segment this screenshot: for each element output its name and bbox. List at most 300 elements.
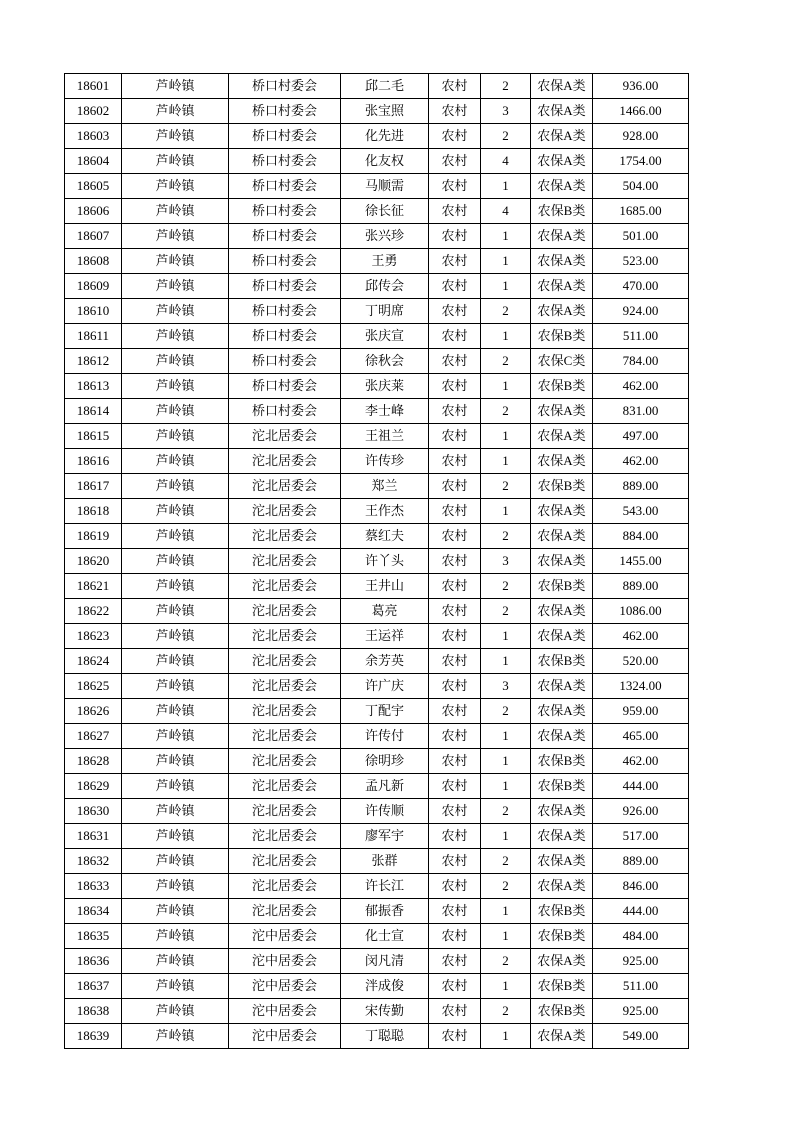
serial-number-cell: 18627	[65, 724, 122, 749]
table-row	[65, 374, 689, 399]
household-type-cell: 农村	[429, 324, 481, 349]
town-cell: 芦岭镇	[122, 149, 229, 174]
serial-number-cell: 18620	[65, 549, 122, 574]
household-type-cell: 农村	[429, 949, 481, 974]
town-cell: 芦岭镇	[122, 74, 229, 99]
table-row	[65, 324, 689, 349]
town-cell: 芦岭镇	[122, 749, 229, 774]
town-cell: 芦岭镇	[122, 624, 229, 649]
person-name-cell: 徐长征	[341, 199, 429, 224]
household-type-cell: 农村	[429, 374, 481, 399]
village-committee-cell: 桥口村委会	[229, 74, 341, 99]
village-committee-cell: 桥口村委会	[229, 349, 341, 374]
town-cell: 芦岭镇	[122, 849, 229, 874]
table-row	[65, 99, 689, 124]
table-row	[65, 524, 689, 549]
household-type-cell: 农村	[429, 399, 481, 424]
table-row	[65, 849, 689, 874]
village-committee-cell: 桥口村委会	[229, 324, 341, 349]
town-cell: 芦岭镇	[122, 649, 229, 674]
person-count-cell: 2	[481, 599, 531, 624]
village-committee-cell: 沱中居委会	[229, 1024, 341, 1049]
person-name-cell: 张宝照	[341, 99, 429, 124]
table-row	[65, 624, 689, 649]
village-committee-cell: 桥口村委会	[229, 199, 341, 224]
household-type-cell: 农村	[429, 149, 481, 174]
person-count-cell: 1	[481, 424, 531, 449]
insurance-category-cell: 农保A类	[531, 524, 593, 549]
amount-cell: 465.00	[593, 724, 689, 749]
table-row	[65, 824, 689, 849]
household-type-cell: 农村	[429, 349, 481, 374]
amount-cell: 1754.00	[593, 149, 689, 174]
insurance-category-cell: 农保A类	[531, 549, 593, 574]
serial-number-cell: 18634	[65, 899, 122, 924]
table-row	[65, 299, 689, 324]
town-cell: 芦岭镇	[122, 724, 229, 749]
village-committee-cell: 沱北居委会	[229, 499, 341, 524]
serial-number-cell: 18614	[65, 399, 122, 424]
town-cell: 芦岭镇	[122, 799, 229, 824]
insurance-category-cell: 农保A类	[531, 399, 593, 424]
person-count-cell: 1	[481, 824, 531, 849]
person-count-cell: 1	[481, 274, 531, 299]
table-row	[65, 549, 689, 574]
person-count-cell: 4	[481, 149, 531, 174]
table-row	[65, 174, 689, 199]
town-cell: 芦岭镇	[122, 324, 229, 349]
village-committee-cell: 沱北居委会	[229, 599, 341, 624]
table-row	[65, 124, 689, 149]
table-row	[65, 1024, 689, 1049]
table-row	[65, 224, 689, 249]
insurance-category-cell: 农保B类	[531, 999, 593, 1024]
person-name-cell: 邱二毛	[341, 74, 429, 99]
insurance-category-cell: 农保A类	[531, 224, 593, 249]
person-name-cell: 廖军宇	[341, 824, 429, 849]
person-count-cell: 2	[481, 349, 531, 374]
town-cell: 芦岭镇	[122, 549, 229, 574]
household-type-cell: 农村	[429, 974, 481, 999]
town-cell: 芦岭镇	[122, 299, 229, 324]
insurance-category-cell: 农保A类	[531, 824, 593, 849]
person-name-cell: 李士峰	[341, 399, 429, 424]
person-count-cell: 1	[481, 249, 531, 274]
village-committee-cell: 沱北居委会	[229, 474, 341, 499]
village-committee-cell: 桥口村委会	[229, 299, 341, 324]
table-row	[65, 674, 689, 699]
person-name-cell: 许丫头	[341, 549, 429, 574]
town-cell: 芦岭镇	[122, 374, 229, 399]
household-type-cell: 农村	[429, 599, 481, 624]
household-type-cell: 农村	[429, 649, 481, 674]
person-name-cell: 丁配宇	[341, 699, 429, 724]
amount-cell: 543.00	[593, 499, 689, 524]
village-committee-cell: 沱中居委会	[229, 974, 341, 999]
serial-number-cell: 18607	[65, 224, 122, 249]
person-name-cell: 王祖兰	[341, 424, 429, 449]
person-count-cell: 1	[481, 624, 531, 649]
person-count-cell: 1	[481, 1024, 531, 1049]
household-type-cell: 农村	[429, 574, 481, 599]
household-type-cell: 农村	[429, 624, 481, 649]
serial-number-cell: 18631	[65, 824, 122, 849]
town-cell: 芦岭镇	[122, 599, 229, 624]
serial-number-cell: 18608	[65, 249, 122, 274]
table-row	[65, 699, 689, 724]
person-count-cell: 1	[481, 724, 531, 749]
insurance-category-cell: 农保B类	[531, 749, 593, 774]
serial-number-cell: 18621	[65, 574, 122, 599]
village-committee-cell: 沱北居委会	[229, 449, 341, 474]
serial-number-cell: 18604	[65, 149, 122, 174]
household-type-cell: 农村	[429, 924, 481, 949]
town-cell: 芦岭镇	[122, 424, 229, 449]
household-type-cell: 农村	[429, 799, 481, 824]
town-cell: 芦岭镇	[122, 1024, 229, 1049]
amount-cell: 1685.00	[593, 199, 689, 224]
person-name-cell: 张群	[341, 849, 429, 874]
household-type-cell: 农村	[429, 449, 481, 474]
amount-cell: 497.00	[593, 424, 689, 449]
person-name-cell: 徐明珍	[341, 749, 429, 774]
person-count-cell: 4	[481, 199, 531, 224]
insurance-category-cell: 农保A类	[531, 174, 593, 199]
person-count-cell: 2	[481, 124, 531, 149]
household-type-cell: 农村	[429, 774, 481, 799]
town-cell: 芦岭镇	[122, 224, 229, 249]
insurance-category-cell: 农保A类	[531, 674, 593, 699]
insurance-category-cell: 农保B类	[531, 474, 593, 499]
serial-number-cell: 18602	[65, 99, 122, 124]
village-committee-cell: 沱中居委会	[229, 924, 341, 949]
serial-number-cell: 18624	[65, 649, 122, 674]
serial-number-cell: 18606	[65, 199, 122, 224]
person-count-cell: 3	[481, 549, 531, 574]
person-name-cell: 泮成俊	[341, 974, 429, 999]
town-cell: 芦岭镇	[122, 974, 229, 999]
village-committee-cell: 桥口村委会	[229, 374, 341, 399]
town-cell: 芦岭镇	[122, 924, 229, 949]
village-committee-cell: 沱北居委会	[229, 524, 341, 549]
amount-cell: 523.00	[593, 249, 689, 274]
table-sheet	[64, 73, 689, 1049]
table-row	[65, 249, 689, 274]
serial-number-cell: 18629	[65, 774, 122, 799]
town-cell: 芦岭镇	[122, 499, 229, 524]
serial-number-cell: 18639	[65, 1024, 122, 1049]
table-row	[65, 774, 689, 799]
amount-cell: 1455.00	[593, 549, 689, 574]
village-committee-cell: 沱北居委会	[229, 699, 341, 724]
person-name-cell: 许广庆	[341, 674, 429, 699]
amount-cell: 784.00	[593, 349, 689, 374]
amount-cell: 1086.00	[593, 599, 689, 624]
village-committee-cell: 桥口村委会	[229, 274, 341, 299]
table-row	[65, 199, 689, 224]
table-row	[65, 974, 689, 999]
amount-cell: 504.00	[593, 174, 689, 199]
serial-number-cell: 18609	[65, 274, 122, 299]
person-name-cell: 余芳英	[341, 649, 429, 674]
insurance-category-cell: 农保A类	[531, 249, 593, 274]
town-cell: 芦岭镇	[122, 699, 229, 724]
person-count-cell: 1	[481, 499, 531, 524]
insurance-category-cell: 农保B类	[531, 199, 593, 224]
person-count-cell: 2	[481, 524, 531, 549]
person-count-cell: 1	[481, 899, 531, 924]
amount-cell: 959.00	[593, 699, 689, 724]
village-committee-cell: 沱北居委会	[229, 849, 341, 874]
person-count-cell: 2	[481, 699, 531, 724]
person-name-cell: 化先进	[341, 124, 429, 149]
table-row	[65, 424, 689, 449]
insurance-category-cell: 农保A类	[531, 949, 593, 974]
insurance-category-cell: 农保A类	[531, 499, 593, 524]
person-name-cell: 徐秋会	[341, 349, 429, 374]
insurance-category-cell: 农保C类	[531, 349, 593, 374]
table-row	[65, 949, 689, 974]
town-cell: 芦岭镇	[122, 449, 229, 474]
insurance-category-cell: 农保A类	[531, 449, 593, 474]
serial-number-cell: 18630	[65, 799, 122, 824]
town-cell: 芦岭镇	[122, 999, 229, 1024]
insurance-category-cell: 农保A类	[531, 424, 593, 449]
amount-cell: 462.00	[593, 374, 689, 399]
person-count-cell: 3	[481, 99, 531, 124]
household-type-cell: 农村	[429, 824, 481, 849]
person-name-cell: 闵凡清	[341, 949, 429, 974]
person-count-cell: 2	[481, 399, 531, 424]
village-committee-cell: 桥口村委会	[229, 99, 341, 124]
payment-table	[64, 73, 689, 1049]
amount-cell: 831.00	[593, 399, 689, 424]
person-name-cell: 王勇	[341, 249, 429, 274]
household-type-cell: 农村	[429, 224, 481, 249]
amount-cell: 928.00	[593, 124, 689, 149]
village-committee-cell: 桥口村委会	[229, 224, 341, 249]
insurance-category-cell: 农保A类	[531, 274, 593, 299]
serial-number-cell: 18617	[65, 474, 122, 499]
person-name-cell: 许传珍	[341, 449, 429, 474]
table-row	[65, 749, 689, 774]
serial-number-cell: 18632	[65, 849, 122, 874]
serial-number-cell: 18636	[65, 949, 122, 974]
household-type-cell: 农村	[429, 499, 481, 524]
insurance-category-cell: 农保A类	[531, 299, 593, 324]
insurance-category-cell: 农保B类	[531, 649, 593, 674]
table-row	[65, 499, 689, 524]
household-type-cell: 农村	[429, 699, 481, 724]
village-committee-cell: 沱北居委会	[229, 874, 341, 899]
household-type-cell: 农村	[429, 874, 481, 899]
person-name-cell: 丁聪聪	[341, 1024, 429, 1049]
amount-cell: 511.00	[593, 324, 689, 349]
insurance-category-cell: 农保B类	[531, 774, 593, 799]
household-type-cell: 农村	[429, 1024, 481, 1049]
table-row	[65, 399, 689, 424]
amount-cell: 462.00	[593, 624, 689, 649]
amount-cell: 889.00	[593, 474, 689, 499]
person-name-cell: 丁明席	[341, 299, 429, 324]
household-type-cell: 农村	[429, 74, 481, 99]
household-type-cell: 农村	[429, 724, 481, 749]
village-committee-cell: 沱北居委会	[229, 774, 341, 799]
village-committee-cell: 桥口村委会	[229, 149, 341, 174]
serial-number-cell: 18633	[65, 874, 122, 899]
table-row	[65, 274, 689, 299]
village-committee-cell: 沱中居委会	[229, 949, 341, 974]
person-name-cell: 宋传勤	[341, 999, 429, 1024]
town-cell: 芦岭镇	[122, 524, 229, 549]
household-type-cell: 农村	[429, 849, 481, 874]
serial-number-cell: 18605	[65, 174, 122, 199]
table-row	[65, 649, 689, 674]
insurance-category-cell: 农保B类	[531, 374, 593, 399]
person-name-cell: 王井山	[341, 574, 429, 599]
amount-cell: 462.00	[593, 749, 689, 774]
person-count-cell: 2	[481, 299, 531, 324]
amount-cell: 484.00	[593, 924, 689, 949]
amount-cell: 470.00	[593, 274, 689, 299]
insurance-category-cell: 农保A类	[531, 724, 593, 749]
serial-number-cell: 18628	[65, 749, 122, 774]
village-committee-cell: 沱北居委会	[229, 574, 341, 599]
person-name-cell: 张庆宣	[341, 324, 429, 349]
town-cell: 芦岭镇	[122, 274, 229, 299]
table-row	[65, 74, 689, 99]
insurance-category-cell: 农保B类	[531, 974, 593, 999]
person-count-cell: 1	[481, 224, 531, 249]
person-count-cell: 2	[481, 874, 531, 899]
insurance-category-cell: 农保B类	[531, 324, 593, 349]
town-cell: 芦岭镇	[122, 99, 229, 124]
person-name-cell: 王作杰	[341, 499, 429, 524]
insurance-category-cell: 农保A类	[531, 599, 593, 624]
serial-number-cell: 18601	[65, 74, 122, 99]
village-committee-cell: 沱北居委会	[229, 649, 341, 674]
person-count-cell: 1	[481, 449, 531, 474]
amount-cell: 884.00	[593, 524, 689, 549]
table-row	[65, 599, 689, 624]
person-name-cell: 王运祥	[341, 624, 429, 649]
village-committee-cell: 沱中居委会	[229, 999, 341, 1024]
table-row	[65, 474, 689, 499]
insurance-category-cell: 农保A类	[531, 624, 593, 649]
serial-number-cell: 18616	[65, 449, 122, 474]
village-committee-cell: 沱北居委会	[229, 899, 341, 924]
household-type-cell: 农村	[429, 524, 481, 549]
town-cell: 芦岭镇	[122, 674, 229, 699]
person-count-cell: 1	[481, 649, 531, 674]
household-type-cell: 农村	[429, 999, 481, 1024]
town-cell: 芦岭镇	[122, 899, 229, 924]
table-row	[65, 724, 689, 749]
insurance-category-cell: 农保A类	[531, 849, 593, 874]
village-committee-cell: 桥口村委会	[229, 174, 341, 199]
insurance-category-cell: 农保A类	[531, 1024, 593, 1049]
person-name-cell: 蔡红夫	[341, 524, 429, 549]
household-type-cell: 农村	[429, 274, 481, 299]
person-count-cell: 2	[481, 474, 531, 499]
table-row	[65, 449, 689, 474]
table-row	[65, 574, 689, 599]
serial-number-cell: 18622	[65, 599, 122, 624]
person-count-cell: 2	[481, 999, 531, 1024]
household-type-cell: 农村	[429, 174, 481, 199]
amount-cell: 520.00	[593, 649, 689, 674]
town-cell: 芦岭镇	[122, 399, 229, 424]
person-count-cell: 1	[481, 324, 531, 349]
serial-number-cell: 18603	[65, 124, 122, 149]
town-cell: 芦岭镇	[122, 574, 229, 599]
household-type-cell: 农村	[429, 474, 481, 499]
amount-cell: 925.00	[593, 949, 689, 974]
person-count-cell: 3	[481, 674, 531, 699]
household-type-cell: 农村	[429, 899, 481, 924]
village-committee-cell: 沱北居委会	[229, 424, 341, 449]
amount-cell: 1466.00	[593, 99, 689, 124]
serial-number-cell: 18619	[65, 524, 122, 549]
amount-cell: 1324.00	[593, 674, 689, 699]
person-count-cell: 1	[481, 749, 531, 774]
person-name-cell: 张庆莱	[341, 374, 429, 399]
household-type-cell: 农村	[429, 749, 481, 774]
household-type-cell: 农村	[429, 99, 481, 124]
serial-number-cell: 18610	[65, 299, 122, 324]
amount-cell: 926.00	[593, 799, 689, 824]
insurance-category-cell: 农保A类	[531, 149, 593, 174]
town-cell: 芦岭镇	[122, 949, 229, 974]
village-committee-cell: 沱北居委会	[229, 549, 341, 574]
insurance-category-cell: 农保A类	[531, 699, 593, 724]
person-count-cell: 2	[481, 574, 531, 599]
person-name-cell: 许长江	[341, 874, 429, 899]
person-name-cell: 化友权	[341, 149, 429, 174]
town-cell: 芦岭镇	[122, 199, 229, 224]
table-row	[65, 924, 689, 949]
serial-number-cell: 18615	[65, 424, 122, 449]
amount-cell: 925.00	[593, 999, 689, 1024]
serial-number-cell: 18635	[65, 924, 122, 949]
table-row	[65, 349, 689, 374]
insurance-category-cell: 农保A类	[531, 874, 593, 899]
person-count-cell: 2	[481, 74, 531, 99]
amount-cell: 924.00	[593, 299, 689, 324]
town-cell: 芦岭镇	[122, 349, 229, 374]
person-name-cell: 邱传会	[341, 274, 429, 299]
town-cell: 芦岭镇	[122, 774, 229, 799]
person-name-cell: 孟凡新	[341, 774, 429, 799]
amount-cell: 889.00	[593, 849, 689, 874]
town-cell: 芦岭镇	[122, 124, 229, 149]
person-name-cell: 马顺需	[341, 174, 429, 199]
insurance-category-cell: 农保B类	[531, 574, 593, 599]
amount-cell: 444.00	[593, 774, 689, 799]
serial-number-cell: 18625	[65, 674, 122, 699]
serial-number-cell: 18618	[65, 499, 122, 524]
village-committee-cell: 桥口村委会	[229, 124, 341, 149]
village-committee-cell: 沱北居委会	[229, 724, 341, 749]
village-committee-cell: 沱北居委会	[229, 749, 341, 774]
serial-number-cell: 18626	[65, 699, 122, 724]
village-committee-cell: 沱北居委会	[229, 824, 341, 849]
town-cell: 芦岭镇	[122, 874, 229, 899]
serial-number-cell: 18638	[65, 999, 122, 1024]
household-type-cell: 农村	[429, 249, 481, 274]
person-count-cell: 2	[481, 849, 531, 874]
amount-cell: 462.00	[593, 449, 689, 474]
